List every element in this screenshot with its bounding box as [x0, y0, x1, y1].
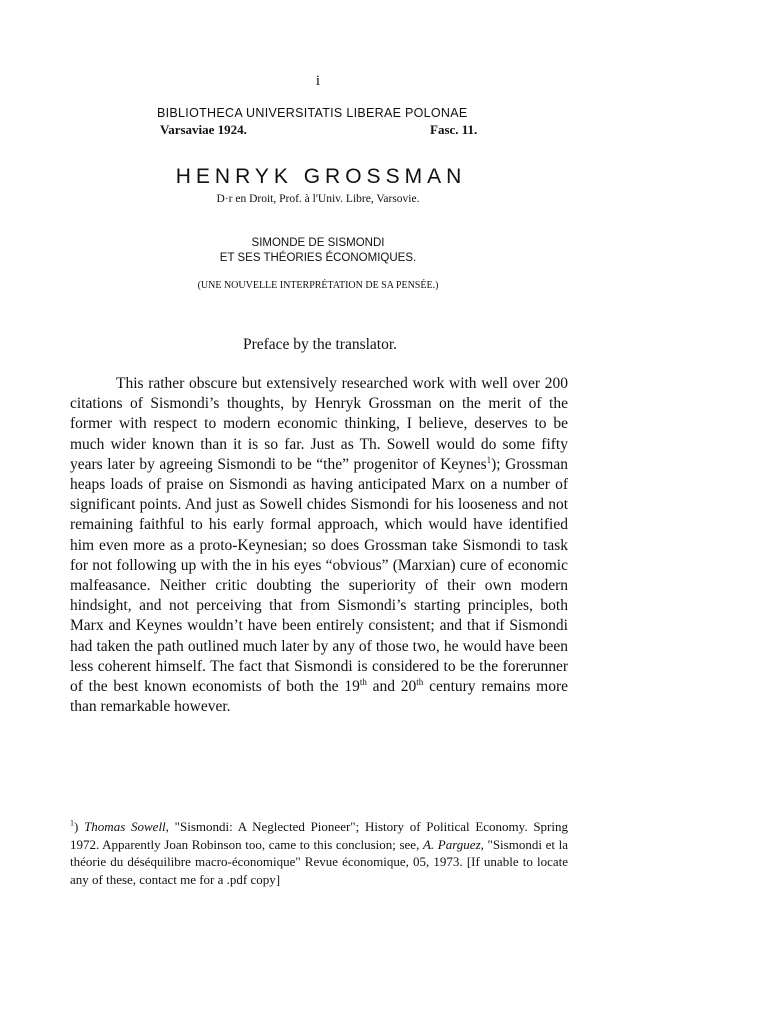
imprint-place-year: Varsaviae 1924. [160, 122, 247, 137]
author-name: HENRYK GROSSMAN [175, 165, 467, 188]
footnote-author-1: Thomas Sowell [84, 819, 166, 834]
page-number: i [315, 73, 321, 89]
footnote-marker-close: ) [74, 819, 85, 834]
footnote [70, 818, 568, 888]
preface-paragraph [70, 374, 568, 717]
work-title [0, 236, 636, 266]
preface-text-part-2: ); Grossman heaps loads of praise on Sismondi as having anticipated Marx on a number of significant points. And just as Sowell chides Sismondi for his looseness and not remaining faithful to his early formal approach, which would have identified him even more as a proto-Keynesian; so does Grossman take Sismondi to task for not following up with the in his eyes “obvious” (Marxian) cure of economic malfeasance. Neither critic doubting the superiority of their own modern hindsight, and not perceiving that from Sismondi’s starting principles, both Marx and Keynes wouldn’t have been entirely consistent; and that if Sismondi had taken the path outlined much later by any of those two, he would have been less coherent himself. The fact that Sismondi is considered to be the forerunner of the best known economists of both the 19 [70, 455, 568, 696]
work-title-line-1: SIMONDE DE SISMONDI [251, 237, 385, 249]
footnote-marker: 1 [70, 818, 74, 828]
superscript-th-20: th [416, 676, 424, 687]
series-title: BIBLIOTHECA UNIVERSITATIS LIBERAE POLONAE [157, 106, 468, 120]
preface-text-part-1: This rather obscure but extensively researched work with well over 200 citations of Sismondi’s thoughts, by Henryk Grossman on the merit of the former with respect to modern economic thinking, I believe, deserves to be much wider known than it is so far. Just as Th. Sowell would do some fifty years later by agreeing Sismondi to be “the” progenitor of Keynes [70, 375, 568, 473]
preface-text-part-3: and 20 [366, 678, 417, 696]
footnote-reference: 1 [486, 454, 492, 465]
author-credentials: D·r en Droit, Prof. à l'Univ. Libre, Varsovie. [216, 193, 420, 205]
preface-text-part-4: century remains more than remarkable however. [70, 678, 569, 716]
footnote-text-1: , "Sismondi: A Neglected Pioneer"; History of Political Economy. Spring 1972. Apparently Joan Robinson too, came to this conclusion; see, [70, 819, 568, 852]
imprint-fascicle: Fasc. 11. [430, 122, 478, 137]
superscript-th-19: th [359, 676, 367, 687]
footnote-text-2: , "Sismondi et la théorie du déséquilibre macro-économique" Revue économique, 05, 1973. [If unable to locate any of these, contact me for a .pdf copy] [70, 836, 568, 887]
work-subtitle: (UNE NOUVELLE INTERPRÉTATION DE SA PENSÉE.) [197, 280, 439, 291]
work-title-line-2: ET SES THÉORIES ÉCONOMIQUES. [219, 252, 417, 264]
footnote-author-2: A. Parguez [422, 836, 481, 852]
preface-heading: Preface by the translator. [242, 336, 398, 353]
